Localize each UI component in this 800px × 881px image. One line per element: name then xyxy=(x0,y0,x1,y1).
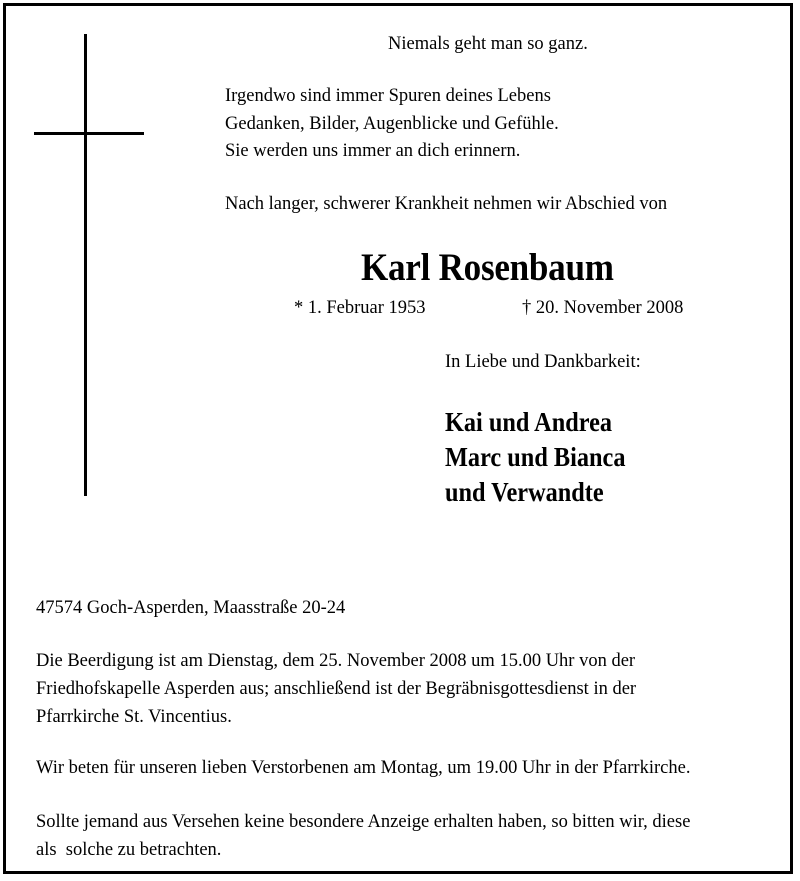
birth-date: * 1. Februar 1953 xyxy=(294,298,426,318)
mourner-line: Kai und Andrea xyxy=(445,407,613,437)
funeral-line: Die Beerdigung ist am Dienstag, dem 25. November 2008 um 15.00 Uhr von der xyxy=(36,651,636,671)
verse-line: Gedanken, Bilder, Augenblicke und Gefühle. xyxy=(225,113,559,134)
cross-icon xyxy=(84,34,87,496)
notice-line: als solche zu betrachten. xyxy=(36,840,222,860)
prayer-line: Wir beten für unseren lieben Verstorbenen am Montag, um 19.00 Uhr in der Pfarrkirche. xyxy=(36,758,691,778)
address: 47574 Goch-Asperden, Maasstraße 20-24 xyxy=(36,598,346,618)
obituary-frame xyxy=(3,3,793,874)
death-date: † 20. November 2008 xyxy=(522,298,684,318)
verse-line: Irgendwo sind immer Spuren deines Lebens xyxy=(225,86,551,106)
intro-text: Nach langer, schwerer Krankheit nehmen wir Abschied von xyxy=(225,194,668,214)
notice-line: Sollte jemand aus Versehen keine besondere Anzeige erhalten haben, so bitten wir, diese xyxy=(36,812,691,832)
mourners xyxy=(445,405,625,510)
funeral-info xyxy=(36,647,636,731)
mourner-line: Marc und Bianca xyxy=(445,442,626,472)
verse-line: Sie werden uns immer an dich erinnern. xyxy=(225,141,521,161)
verse xyxy=(225,83,559,166)
prayer-info xyxy=(36,754,690,782)
cross-icon-crossbar xyxy=(34,132,144,135)
mourner-line: und Verwandte xyxy=(445,477,604,507)
funeral-line: Friedhofskapelle Asperden aus; anschließend ist der Begräbnisgottesdienst in der xyxy=(36,679,637,699)
deceased-name: Karl Rosenbaum xyxy=(361,246,614,289)
motto: Niemals geht man so ganz. xyxy=(388,34,588,54)
thanks-text: In Liebe und Dankbarkeit: xyxy=(445,352,641,372)
funeral-line: Pfarrkirche St. Vincentius. xyxy=(36,707,232,727)
notice-info xyxy=(36,808,690,864)
